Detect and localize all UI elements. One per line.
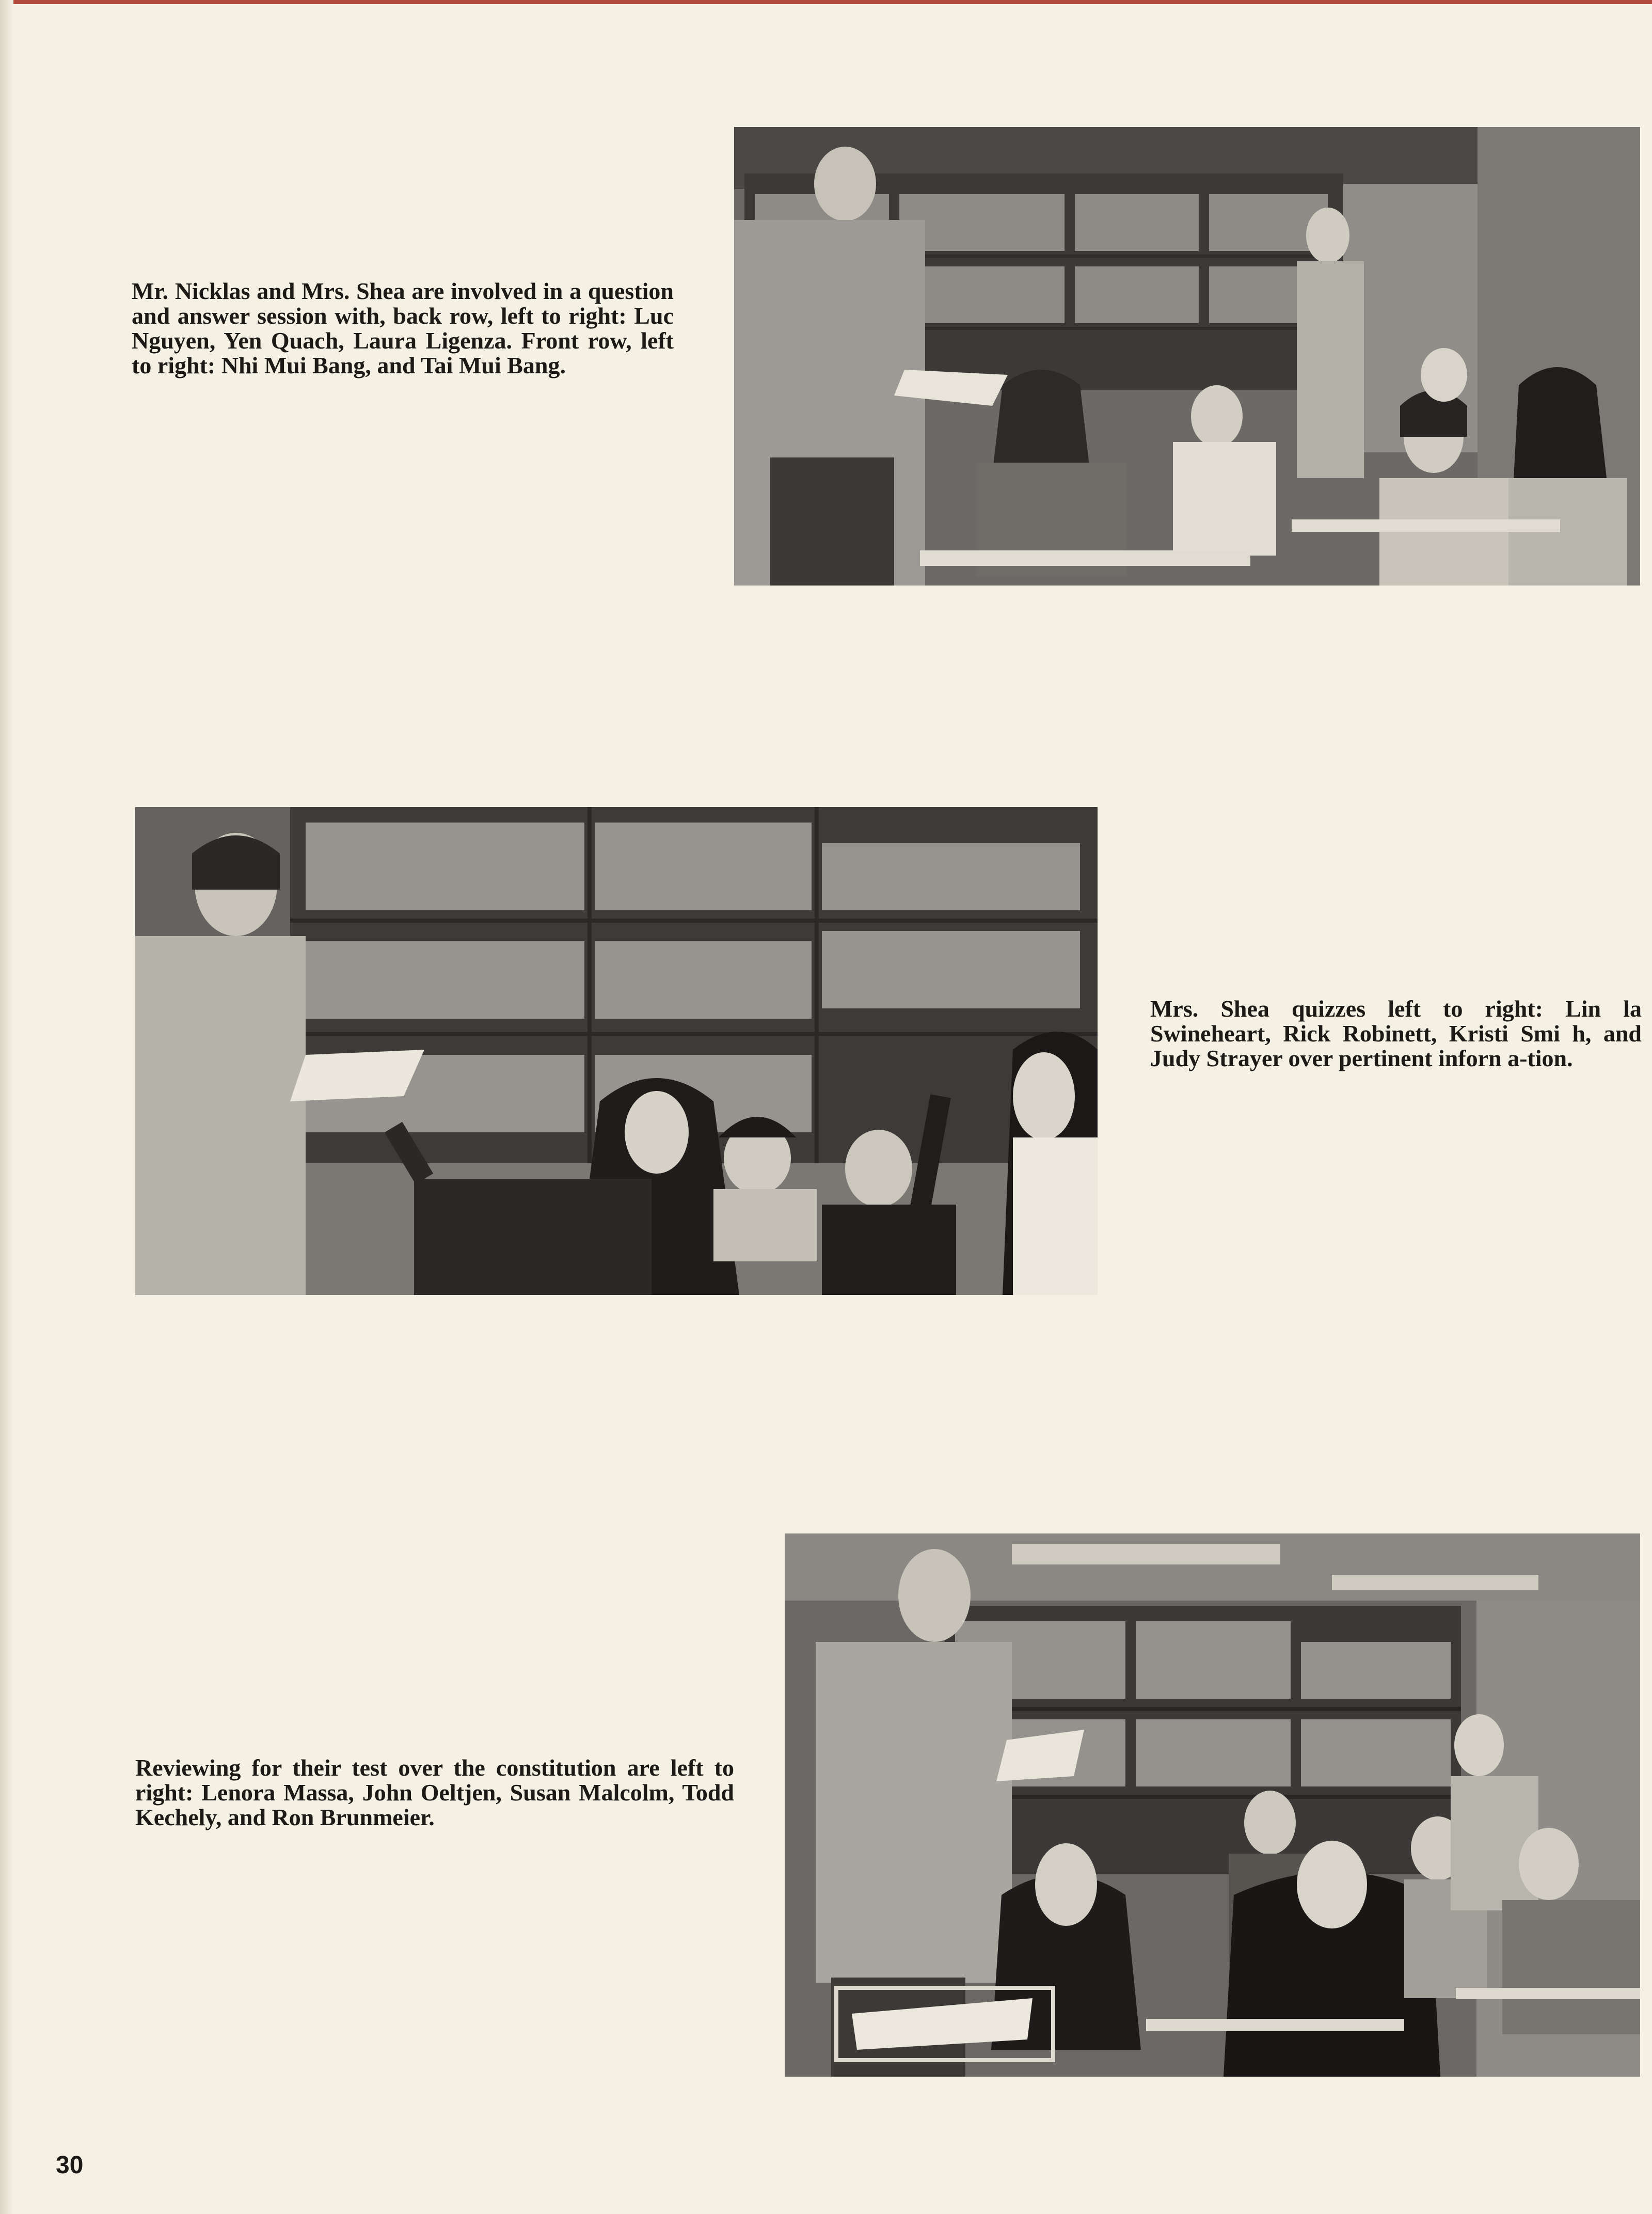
classroom-photo-3	[785, 1533, 1640, 2077]
photo-caption-1: Mr. Nicklas and Mrs. Shea are involved in a question and answer session with, back row, left to right: Luc Nguyen, Yen Quach, Laura Ligenza. Front row, left to right: Nhi Mui Bang, and Tai Mui Bang.	[132, 278, 674, 378]
photo-caption-3: Reviewing for their test over the constitution are left to right: Lenora Massa, John Oeltjen, Susan Malcolm, Todd Kechely, and Ron Brunmeier.	[135, 1754, 734, 1830]
classroom-photo-2	[135, 807, 1098, 1295]
page-top-edge	[0, 0, 1652, 4]
photo-caption-2: Mrs. Shea quizzes left to right: Lin la Swineheart, Rick Robinett, Kristi Smi h, and Judy Strayer over pertinent inforn a-tion.	[1150, 995, 1642, 1071]
page-number: 30	[56, 2152, 84, 2179]
page-binding-shadow	[0, 0, 13, 2214]
classroom-photo-1	[734, 127, 1640, 586]
